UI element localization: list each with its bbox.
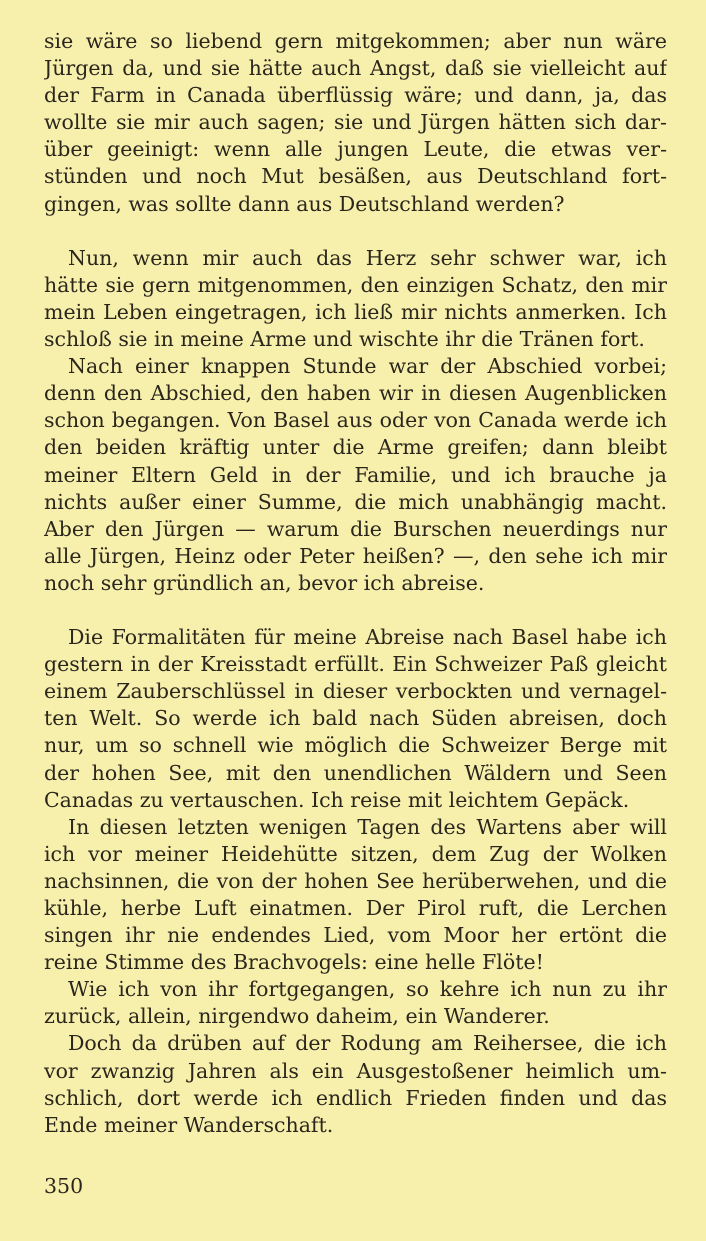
text-line: mein Leben eingetragen, ich ließ mir nichts anmerken. Ich (44, 299, 667, 324)
text-line: gestern in der Kreisstadt erfüllt. Ein Schweizer Paß gleicht (44, 652, 667, 677)
text-line: Jürgen da, und sie hätte auch Angst, daß sie vielleicht auf (44, 56, 667, 81)
text-line: schloß sie in meine Arme und wischte ihr die Tränen fort. (44, 327, 645, 352)
text-line: singen ihr nie endendes Lied, vom Moor her ertönt die (44, 923, 667, 948)
text-line: ten Welt. So werde ich bald nach Süden abreisen, doch (44, 706, 667, 731)
text-line: zurück, allein, nirgendwo daheim, ein Wanderer. (44, 1004, 550, 1029)
text-line: schlich, dort werde ich endlich Frieden finden und das (44, 1085, 667, 1110)
text-line: über geeinigt: wenn alle jungen Leute, die etwas ver- (44, 137, 667, 162)
paragraph (44, 976, 667, 1030)
text-line: sie wäre so liebend gern mitgekommen; aber nun wäre (44, 29, 667, 53)
text-line: alle Jürgen, Heinz oder Peter heißen? —, den sehe ich mir (44, 543, 667, 568)
text-line: Ende meiner Wanderschaft. (44, 1112, 334, 1137)
section-break (44, 597, 667, 624)
body-text (44, 28, 667, 1139)
text-line: Nach einer knappen Stunde war der Abschied vorbei; (68, 354, 667, 379)
text-line: nichts außer einer Summe, die mich unabhängig macht. (44, 489, 667, 514)
text-line: Canadas zu vertauschen. Ich reise mit leichtem Gepäck. (44, 787, 630, 812)
text-line: den beiden kräftig unter die Arme greifen; dann bleibt (44, 435, 667, 460)
text-line: kühle, herbe Luft einatmen. Der Pirol ruft, die Lerchen (44, 896, 667, 920)
text-line: nur, um so schnell wie möglich die Schweizer Berge mit (44, 733, 667, 758)
text-line: noch sehr gründlich an, bevor ich abreise. (44, 570, 485, 595)
text-line: nachsinnen, die von der hohen See herüberwehen, und die (44, 868, 667, 893)
text-line: Wie ich von ihr fortgegangen, so kehre ich nun zu ihr (68, 977, 667, 1002)
page-number: 350 (44, 1174, 84, 1198)
text-line: der Farm in Canada überflüssig wäre; und dann, ja, das (44, 83, 667, 108)
paragraph (44, 814, 667, 977)
section-break (44, 218, 667, 245)
paragraph (44, 624, 667, 814)
text-line: ich vor meiner Heidehütte sitzen, dem Zug der Wolken (44, 841, 667, 866)
text-line: meiner Eltern Geld in der Familie, und ich brauche ja (44, 462, 667, 487)
text-line: Aber den Jürgen — warum die Burschen neuerdings nur (44, 516, 667, 541)
text-line: denn den Abschied, den haben wir in diesen Augenblicken (44, 381, 667, 406)
text-line: Nun, wenn mir auch das Herz sehr schwer war, ich (68, 245, 667, 270)
text-line: stünden und noch Mut besäßen, aus Deutschland fort- (44, 164, 667, 189)
text-line: hätte sie gern mitgenommen, den einzigen Schatz, den mir (44, 272, 667, 297)
paragraph (44, 353, 667, 597)
text-line: gingen, was sollte dann aus Deutschland werden? (44, 191, 565, 216)
text-line: einem Zauberschlüssel in dieser verbockten und vernagel- (44, 679, 667, 704)
paragraph (44, 28, 667, 218)
text-line: der hohen See, mit den unendlichen Wäldern und Seen (44, 760, 667, 785)
text-line: wollte sie mir auch sagen; sie und Jürgen hätten sich dar- (44, 110, 667, 135)
text-line: vor zwanzig Jahren als ein Ausgestoßener heimlich um- (44, 1058, 667, 1083)
paragraph (44, 245, 667, 353)
text-line: reine Stimme des Brachvogels: eine helle Flöte! (44, 950, 544, 975)
text-line: Die Formalitäten für meine Abreise nach Basel habe ich (68, 625, 667, 650)
text-line: schon begangen. Von Basel aus oder von Canada werde ich (44, 408, 667, 433)
text-line: In diesen letzten wenigen Tagen des Wartens aber will (68, 814, 667, 839)
paragraph (44, 1030, 667, 1138)
text-line: Doch da drüben auf der Rodung am Reihersee, die ich (68, 1031, 667, 1056)
